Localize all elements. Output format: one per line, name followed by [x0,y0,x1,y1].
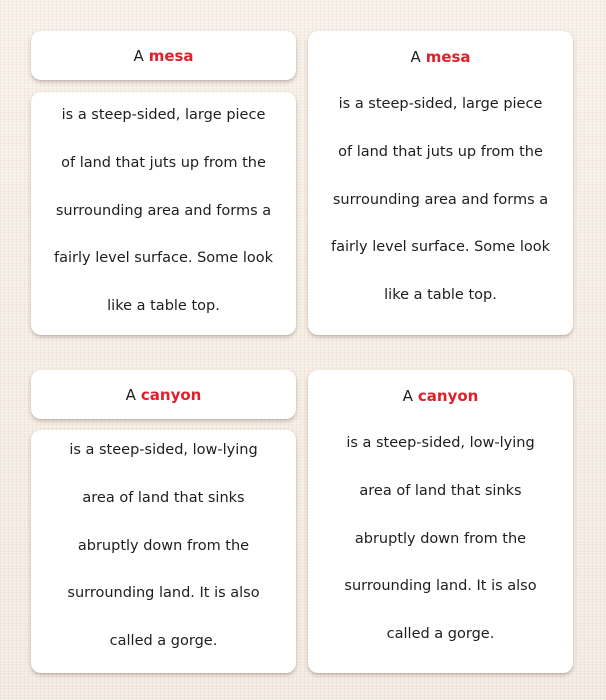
canyon-term: canyon [417,387,479,405]
canyon-control-title [308,370,573,422]
canyon-article: A [402,387,413,405]
definition-line: area of land that sinks [82,489,245,506]
mesa-definition [31,92,296,331]
mesa-article: A [410,48,421,66]
definition-line: of land that juts up from the [338,143,543,160]
mesa-term: mesa [148,46,194,65]
definition-line: like a table top. [384,287,497,304]
definition-line: surrounding area and forms a [55,202,272,219]
definition-line: like a table top. [107,298,220,315]
mesa-definition [308,81,573,320]
definition-line: is a steep-sided, large piece [61,107,266,123]
definition-line: area of land that sinks [359,482,522,499]
definition-line: surrounding land. It is also [67,585,260,602]
canyon-term: canyon [140,385,202,404]
mesa-definition-card[interactable] [31,92,296,335]
canyon-definition-card[interactable] [31,430,296,673]
canyon-definition [31,427,296,666]
canyon-control-card[interactable] [308,370,573,673]
mesa-term: mesa [425,48,471,66]
mesa-label-card[interactable] [31,31,296,80]
canyon-label-card[interactable] [31,370,296,419]
mesa-control-title [308,31,573,83]
definition-line: fairly level surface. Some look [331,239,550,256]
definition-line: abruptly down from the [77,537,250,554]
mesa-control-card[interactable] [308,31,573,335]
definition-line: surrounding land. It is also [344,578,537,595]
canyon-definition [308,420,573,659]
definition-line: called a gorge. [109,633,218,650]
definition-line: fairly level surface. Some look [54,250,273,267]
definition-line: abruptly down from the [354,530,527,547]
definition-line: is a steep-sided, low-lying [346,435,535,451]
definition-line: is a steep-sided, large piece [338,96,543,112]
definition-line: of land that juts up from the [61,154,266,171]
definition-line: is a steep-sided, low-lying [69,442,258,458]
canyon-article: A [125,385,136,404]
mesa-article: A [133,46,144,65]
definition-line: surrounding area and forms a [332,191,549,208]
definition-line: called a gorge. [386,626,495,643]
